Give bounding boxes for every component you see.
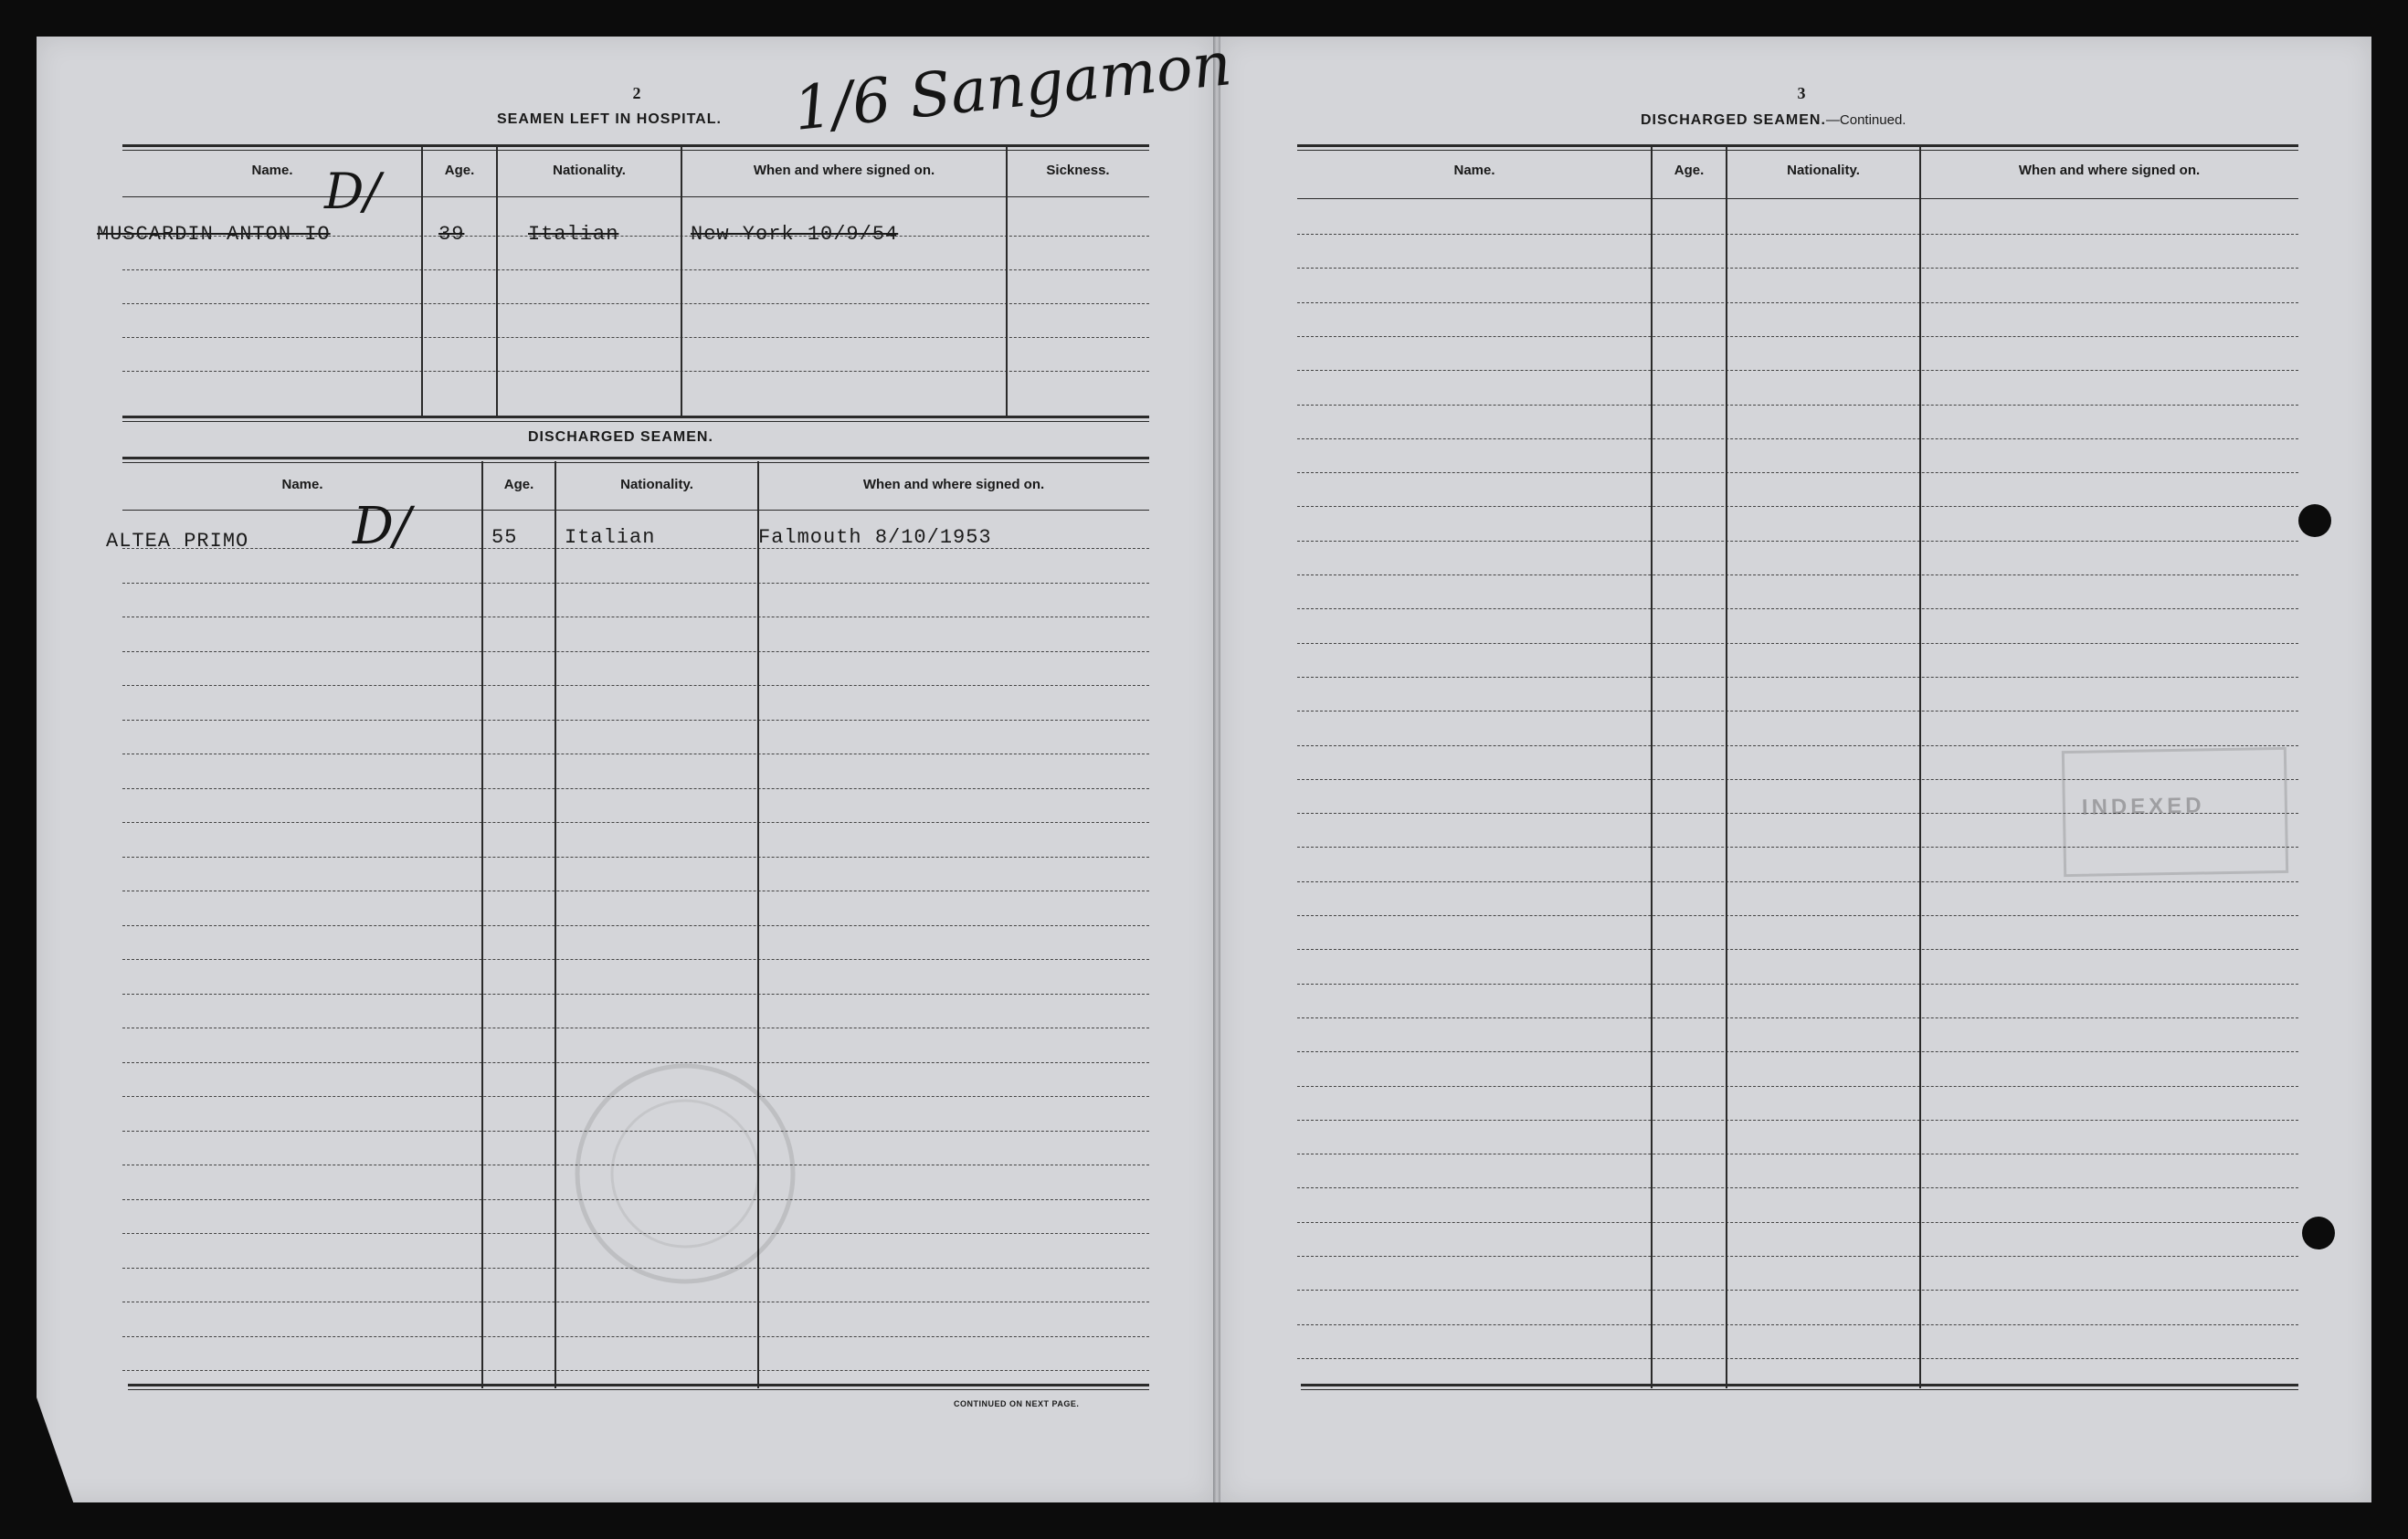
ruled-line xyxy=(1297,370,2298,371)
ruled-line xyxy=(1297,1051,2298,1052)
ruled-line xyxy=(1297,949,2298,950)
ruled-line xyxy=(1297,643,2298,644)
discharged-entry-nationality: Italian xyxy=(565,526,656,549)
ruled-line xyxy=(122,269,1149,270)
hospital-col-sickness: Sickness. xyxy=(1046,163,1110,178)
ruled-line xyxy=(122,788,1149,789)
page-fold xyxy=(1213,37,1220,1502)
ruled-line xyxy=(1297,881,2298,882)
ruled-line xyxy=(122,994,1149,995)
ruled-line xyxy=(1297,1086,2298,1087)
hospital-vline xyxy=(421,146,423,416)
right-bottom-rule xyxy=(1301,1384,2298,1390)
ruled-line xyxy=(1297,302,2298,303)
ruled-line xyxy=(122,685,1149,686)
ruled-line xyxy=(1297,1256,2298,1257)
discharged-col-nationality: Nationality. xyxy=(620,477,693,492)
discharged-section-title: DISCHARGED SEAMEN. xyxy=(528,429,713,445)
right-col-name: Name. xyxy=(1453,163,1495,178)
right-vline xyxy=(1726,146,1727,1388)
right-col-nationality: Nationality. xyxy=(1787,163,1860,178)
hospital-vline xyxy=(681,146,682,416)
discharged-top-rule xyxy=(122,457,1149,463)
right-section-title-main: DISCHARGED SEAMEN. xyxy=(1641,112,1826,128)
ruled-line xyxy=(1297,438,2298,439)
ruled-line xyxy=(122,337,1149,338)
discharged-entry-mark: D/ xyxy=(353,497,411,556)
ruled-line xyxy=(1297,268,2298,269)
ruled-line xyxy=(1297,405,2298,406)
hospital-vline xyxy=(1006,146,1008,416)
discharged-entry-age: 55 xyxy=(491,526,518,549)
hospital-entry-signed-on: New York 10/9/54 xyxy=(691,223,899,246)
discharged-entry-name: ALTEA PRIMO xyxy=(106,530,249,553)
ruled-line xyxy=(1297,234,2298,235)
indexed-stamp xyxy=(2062,747,2288,877)
discharged-entry-signed-on: Falmouth 8/10/1953 xyxy=(758,526,992,549)
hospital-entry-name: MUSCARDIN ANTON IO xyxy=(97,223,331,246)
hospital-bottom-rule xyxy=(122,416,1149,422)
ruled-line xyxy=(122,1370,1149,1371)
ruled-line xyxy=(122,822,1149,823)
right-page-number: 3 xyxy=(1797,84,1806,102)
ruled-line xyxy=(1297,608,2298,609)
hospital-col-signed-on: When and where signed on. xyxy=(753,163,935,178)
ruled-line xyxy=(122,959,1149,960)
ruled-line xyxy=(1297,1120,2298,1121)
right-vline xyxy=(1651,146,1653,1388)
ruled-line xyxy=(122,371,1149,372)
ruled-line xyxy=(1297,745,2298,746)
ruled-line xyxy=(1297,1290,2298,1291)
torn-corner xyxy=(37,1397,75,1507)
hospital-col-age: Age. xyxy=(444,163,475,178)
ruled-line xyxy=(1297,1017,2298,1018)
ruled-line xyxy=(1297,336,2298,337)
ruled-line xyxy=(1297,472,2298,473)
ruled-line xyxy=(122,303,1149,304)
hospital-top-rule xyxy=(122,144,1149,151)
punch-hole xyxy=(2298,504,2331,537)
right-header-rule xyxy=(1297,198,2298,199)
ruled-line xyxy=(1297,1324,2298,1325)
ruled-line xyxy=(122,1336,1149,1337)
hospital-entry-mark: D/ xyxy=(324,163,381,220)
indexed-stamp-text: INDEXED xyxy=(2081,793,2205,820)
ruled-line xyxy=(1297,541,2298,542)
punch-hole xyxy=(2302,1217,2335,1249)
ruled-line xyxy=(122,720,1149,721)
ruled-line xyxy=(122,583,1149,584)
discharged-vline xyxy=(481,461,483,1388)
discharged-col-signed-on: When and where signed on. xyxy=(862,477,1045,492)
continued-note: CONTINUED ON NEXT PAGE. xyxy=(954,1399,1080,1408)
right-top-rule xyxy=(1297,144,2298,151)
ruled-line xyxy=(1297,711,2298,712)
right-section-title-suffix: —Continued. xyxy=(1825,112,1906,128)
ruled-line xyxy=(1297,506,2298,507)
right-col-age: Age. xyxy=(1674,163,1705,178)
right-vline xyxy=(1919,146,1921,1388)
discharged-header-rule xyxy=(122,510,1149,511)
ruled-line xyxy=(1297,1187,2298,1188)
hospital-header-rule xyxy=(122,196,1149,197)
ruled-line xyxy=(1297,915,2298,916)
ruled-line xyxy=(1297,677,2298,678)
discharged-col-name: Name. xyxy=(281,477,323,492)
faint-stamp-circle xyxy=(548,1050,822,1297)
discharged-bottom-rule xyxy=(128,1384,1149,1390)
hospital-vline xyxy=(496,146,498,416)
ruled-line xyxy=(1297,574,2298,575)
left-page-number: 2 xyxy=(632,84,641,102)
ruled-line xyxy=(122,651,1149,652)
ruled-line xyxy=(122,925,1149,926)
right-col-signed-on: When and where signed on. xyxy=(2018,163,2201,178)
hospital-col-nationality: Nationality. xyxy=(553,163,626,178)
hospital-col-name: Name. xyxy=(251,163,293,178)
hospital-entry-age: 39 xyxy=(438,223,465,246)
ruled-line xyxy=(1297,1358,2298,1359)
ruled-line xyxy=(1297,984,2298,985)
hospital-section-title: SEAMEN LEFT IN HOSPITAL. xyxy=(497,111,722,127)
hospital-entry-nationality: Italian xyxy=(528,223,619,246)
ruled-line xyxy=(1297,1222,2298,1223)
right-section-title xyxy=(1641,112,1906,129)
handwritten-note: 1/6 Sangamon xyxy=(790,28,1235,144)
ruled-line xyxy=(122,857,1149,858)
discharged-col-age: Age. xyxy=(503,477,534,492)
